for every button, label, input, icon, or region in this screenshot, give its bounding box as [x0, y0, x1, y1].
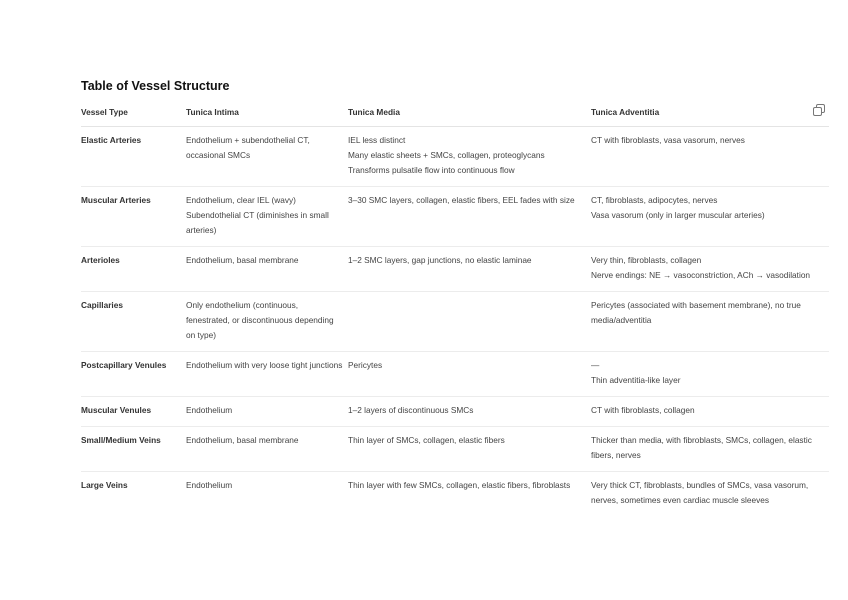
document: [81, 78, 829, 516]
tunica-intima-cell: [186, 352, 348, 397]
table-body: [81, 127, 829, 517]
table-row: [81, 352, 829, 397]
cell-line: Thin adventitia-like layer: [591, 375, 681, 385]
cell-line: Nerve endings: NE → vasoconstriction, ACh → vasodilation: [591, 270, 811, 280]
tunica-media-cell: [348, 352, 591, 397]
cell-line: Endothelium: [186, 405, 233, 415]
tunica-media-cell: [348, 127, 591, 187]
cell-line: Pericytes (associated with basement membrane), no true media/adventitia: [591, 300, 801, 325]
cell-line: Endothelium + subendothelial CT, occasional SMCs: [186, 135, 310, 160]
cell-line: CT, fibroblasts, adipocytes, nerves: [591, 195, 718, 205]
cell-line: Very thin, fibroblasts, collagen: [591, 255, 702, 265]
vessel-type-cell: Postcapillary Venules: [81, 352, 186, 397]
vessel-type-cell: Capillaries: [81, 292, 186, 352]
tunica-intima-cell: [186, 247, 348, 292]
tunica-adventitia-cell: [591, 187, 829, 247]
cell-line: Endothelium: [186, 480, 233, 490]
cell-line: Vasa vasorum (only in larger muscular arteries): [591, 210, 765, 220]
vessel-type-cell: Muscular Arteries: [81, 187, 186, 247]
cell-line: Endothelium, basal membrane: [186, 255, 299, 265]
cell-line: Endothelium with very loose tight junctions: [186, 360, 343, 370]
tunica-media-cell: [348, 397, 591, 427]
tunica-intima-cell: [186, 187, 348, 247]
tunica-adventitia-cell: [591, 292, 829, 352]
cell-line: Only endothelium (continuous, fenestrated, or discontinuous depending on type): [186, 300, 334, 340]
copy-icon: [813, 104, 825, 116]
tunica-adventitia-cell: [591, 127, 829, 187]
vessel-type-cell: Arterioles: [81, 247, 186, 292]
cell-line: Very thick CT, fibroblasts, bundles of SMCs, vasa vasorum, nerves, sometimes even cardiac muscle sleeves: [591, 480, 809, 505]
tunica-intima-cell: [186, 427, 348, 472]
table-title: Table of Vessel Structure: [81, 79, 230, 93]
cell-line: IEL less distinct: [348, 135, 406, 145]
header-vessel-type: Vessel Type: [81, 105, 186, 127]
tunica-adventitia-cell: [591, 472, 829, 517]
cell-line: Subendothelial CT (diminishes in small arteries): [186, 210, 329, 235]
cell-line: 3–30 SMC layers, collagen, elastic fibers, EEL fades with size: [348, 195, 575, 205]
cell-line: CT with fibroblasts, vasa vasorum, nerves: [591, 135, 745, 145]
tunica-intima-cell: [186, 472, 348, 517]
cell-line: Thicker than media, with fibroblasts, SMCs, collagen, elastic fibers, nerves: [591, 435, 812, 460]
vessel-structure-table: [81, 105, 829, 516]
tunica-media-cell: [348, 187, 591, 247]
table-row: [81, 472, 829, 517]
table-row: [81, 292, 829, 352]
cell-line: Transforms pulsatile flow into continuous flow: [348, 165, 515, 175]
cell-line: Thin layer of SMCs, collagen, elastic fibers: [348, 435, 505, 445]
cell-line: Pericytes: [348, 360, 383, 370]
tunica-media-cell: [348, 427, 591, 472]
table-row: [81, 247, 829, 292]
cell-line: CT with fibroblasts, collagen: [591, 405, 695, 415]
table-row: [81, 127, 829, 187]
tunica-media-cell: [348, 472, 591, 517]
cell-line: 1–2 layers of discontinuous SMCs: [348, 405, 474, 415]
tunica-adventitia-cell: [591, 427, 829, 472]
table-row: [81, 397, 829, 427]
tunica-intima-cell: [186, 397, 348, 427]
vessel-type-cell: Small/Medium Veins: [81, 427, 186, 472]
tunica-adventitia-cell: [591, 397, 829, 427]
header-tunica-media: Tunica Media: [348, 105, 591, 127]
table-header-row: [81, 105, 829, 127]
header-tunica-intima: Tunica Intima: [186, 105, 348, 127]
tunica-adventitia-cell: [591, 247, 829, 292]
tunica-intima-cell: [186, 292, 348, 352]
copy-button[interactable]: [813, 104, 827, 118]
vessel-type-cell: Elastic Arteries: [81, 127, 186, 187]
cell-line: Endothelium, basal membrane: [186, 435, 299, 445]
vessel-type-cell: Muscular Venules: [81, 397, 186, 427]
tunica-adventitia-cell: [591, 352, 829, 397]
table-row: [81, 187, 829, 247]
cell-line: Many elastic sheets + SMCs, collagen, proteoglycans: [348, 150, 545, 160]
tunica-media-cell: [348, 292, 591, 352]
tunica-intima-cell: [186, 127, 348, 187]
vessel-type-cell: Large Veins: [81, 480, 128, 490]
tunica-media-cell: [348, 247, 591, 292]
cell-line: —: [591, 360, 600, 370]
cell-line: 1–2 SMC layers, gap junctions, no elastic laminae: [348, 255, 532, 265]
cell-line: Endothelium, clear IEL (wavy): [186, 195, 296, 205]
table-row: [81, 427, 829, 472]
cell-line: Thin layer with few SMCs, collagen, elastic fibers, fibroblasts: [348, 480, 571, 490]
header-tunica-adventitia: Tunica Adventitia: [591, 105, 829, 127]
